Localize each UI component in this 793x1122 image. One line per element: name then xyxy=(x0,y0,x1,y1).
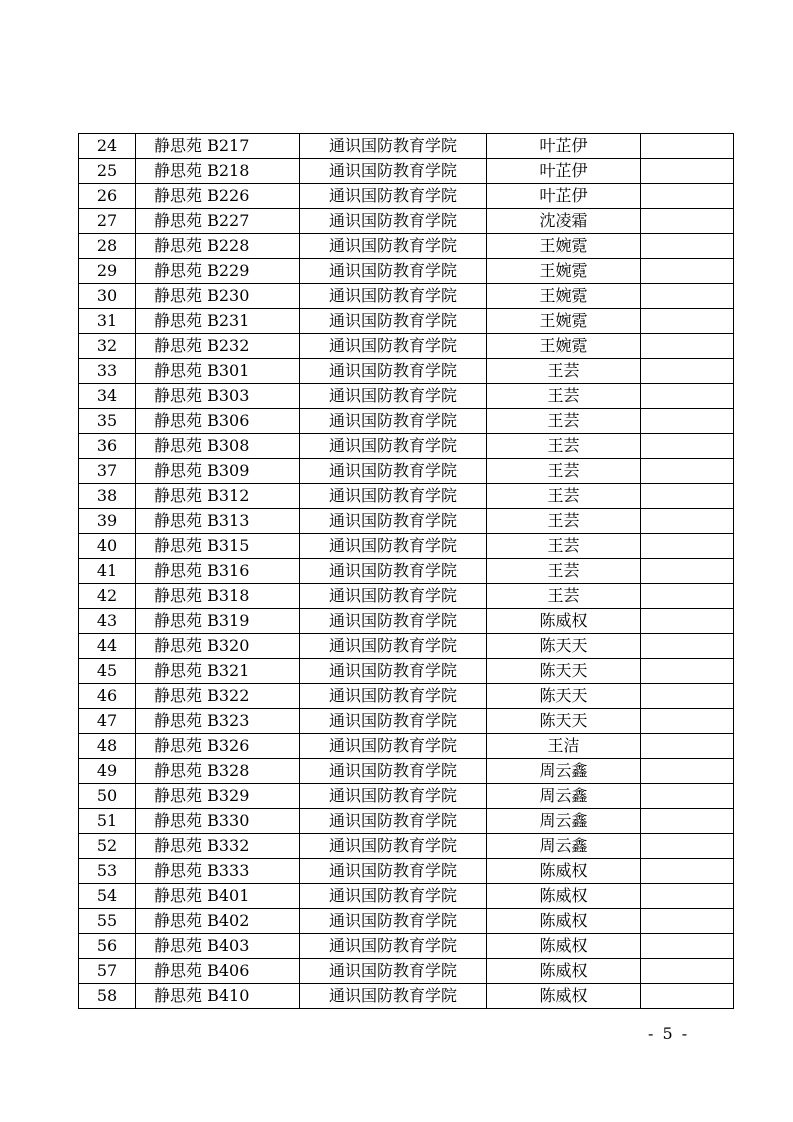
row-number-cell: 43 xyxy=(79,609,136,634)
row-number-cell: 41 xyxy=(79,559,136,584)
counselor-name-cell: 周云鑫 xyxy=(487,809,641,834)
note-cell xyxy=(641,509,734,534)
room-cell: 静思苑 B403 xyxy=(136,934,300,959)
table-row xyxy=(79,484,734,509)
room-cell: 静思苑 B226 xyxy=(136,184,300,209)
room-cell: 静思苑 B326 xyxy=(136,734,300,759)
note-cell xyxy=(641,234,734,259)
note-cell xyxy=(641,784,734,809)
counselor-name-cell: 王芸 xyxy=(487,484,641,509)
note-cell xyxy=(641,734,734,759)
college-cell: 通识国防教育学院 xyxy=(300,884,487,909)
counselor-name-cell: 陈威权 xyxy=(487,909,641,934)
table-row xyxy=(79,609,734,634)
note-cell xyxy=(641,659,734,684)
row-number-cell: 28 xyxy=(79,234,136,259)
college-cell: 通识国防教育学院 xyxy=(300,934,487,959)
row-number-cell: 46 xyxy=(79,684,136,709)
counselor-name-cell: 陈威权 xyxy=(487,934,641,959)
counselor-name-cell: 叶芷伊 xyxy=(487,134,641,159)
row-number-cell: 27 xyxy=(79,209,136,234)
note-cell xyxy=(641,334,734,359)
note-cell xyxy=(641,834,734,859)
college-cell: 通识国防教育学院 xyxy=(300,684,487,709)
note-cell xyxy=(641,809,734,834)
table-row xyxy=(79,934,734,959)
table-row xyxy=(79,184,734,209)
college-cell: 通识国防教育学院 xyxy=(300,909,487,934)
college-cell: 通识国防教育学院 xyxy=(300,234,487,259)
table-row xyxy=(79,784,734,809)
college-cell: 通识国防教育学院 xyxy=(300,984,487,1009)
room-cell: 静思苑 B402 xyxy=(136,909,300,934)
note-cell xyxy=(641,609,734,634)
counselor-name-cell: 陈天天 xyxy=(487,709,641,734)
note-cell xyxy=(641,584,734,609)
table-row xyxy=(79,509,734,534)
row-number-cell: 45 xyxy=(79,659,136,684)
counselor-name-cell: 王芸 xyxy=(487,459,641,484)
room-cell: 静思苑 B328 xyxy=(136,759,300,784)
room-cell: 静思苑 B228 xyxy=(136,234,300,259)
room-cell: 静思苑 B333 xyxy=(136,859,300,884)
room-cell: 静思苑 B332 xyxy=(136,834,300,859)
table-row xyxy=(79,534,734,559)
row-number-cell: 34 xyxy=(79,384,136,409)
row-number-cell: 51 xyxy=(79,809,136,834)
table-row xyxy=(79,384,734,409)
row-number-cell: 55 xyxy=(79,909,136,934)
row-number-cell: 40 xyxy=(79,534,136,559)
row-number-cell: 44 xyxy=(79,634,136,659)
note-cell xyxy=(641,934,734,959)
room-cell: 静思苑 B232 xyxy=(136,334,300,359)
note-cell xyxy=(641,634,734,659)
note-cell xyxy=(641,184,734,209)
counselor-name-cell: 叶芷伊 xyxy=(487,184,641,209)
counselor-name-cell: 王婉霓 xyxy=(487,334,641,359)
counselor-name-cell: 陈威权 xyxy=(487,984,641,1009)
note-cell xyxy=(641,559,734,584)
college-cell: 通识国防教育学院 xyxy=(300,159,487,184)
room-cell: 静思苑 B323 xyxy=(136,709,300,734)
counselor-name-cell: 王婉霓 xyxy=(487,309,641,334)
note-cell xyxy=(641,434,734,459)
counselor-name-cell: 周云鑫 xyxy=(487,834,641,859)
table-body xyxy=(79,134,734,1009)
college-cell: 通识国防教育学院 xyxy=(300,834,487,859)
room-cell: 静思苑 B309 xyxy=(136,459,300,484)
college-cell: 通识国防教育学院 xyxy=(300,709,487,734)
table-row xyxy=(79,359,734,384)
college-cell: 通识国防教育学院 xyxy=(300,809,487,834)
counselor-name-cell: 沈凌霜 xyxy=(487,209,641,234)
note-cell xyxy=(641,534,734,559)
counselor-name-cell: 王芸 xyxy=(487,584,641,609)
room-cell: 静思苑 B312 xyxy=(136,484,300,509)
room-cell: 静思苑 B320 xyxy=(136,634,300,659)
table-row xyxy=(79,734,734,759)
counselor-name-cell: 王芸 xyxy=(487,534,641,559)
counselor-name-cell: 王芸 xyxy=(487,384,641,409)
room-cell: 静思苑 B308 xyxy=(136,434,300,459)
college-cell: 通识国防教育学院 xyxy=(300,184,487,209)
row-number-cell: 29 xyxy=(79,259,136,284)
note-cell xyxy=(641,284,734,309)
college-cell: 通识国防教育学院 xyxy=(300,259,487,284)
table-row xyxy=(79,709,734,734)
row-number-cell: 31 xyxy=(79,309,136,334)
college-cell: 通识国防教育学院 xyxy=(300,584,487,609)
table-row xyxy=(79,334,734,359)
college-cell: 通识国防教育学院 xyxy=(300,384,487,409)
row-number-cell: 36 xyxy=(79,434,136,459)
row-number-cell: 47 xyxy=(79,709,136,734)
counselor-name-cell: 陈天天 xyxy=(487,684,641,709)
note-cell xyxy=(641,459,734,484)
counselor-name-cell: 陈天天 xyxy=(487,634,641,659)
row-number-cell: 38 xyxy=(79,484,136,509)
table-row xyxy=(79,909,734,934)
college-cell: 通识国防教育学院 xyxy=(300,759,487,784)
counselor-name-cell: 周云鑫 xyxy=(487,784,641,809)
college-cell: 通识国防教育学院 xyxy=(300,659,487,684)
row-number-cell: 58 xyxy=(79,984,136,1009)
note-cell xyxy=(641,309,734,334)
room-cell: 静思苑 B313 xyxy=(136,509,300,534)
room-cell: 静思苑 B319 xyxy=(136,609,300,634)
college-cell: 通识国防教育学院 xyxy=(300,609,487,634)
note-cell xyxy=(641,909,734,934)
note-cell xyxy=(641,984,734,1009)
row-number-cell: 24 xyxy=(79,134,136,159)
table-row xyxy=(79,959,734,984)
row-number-cell: 54 xyxy=(79,884,136,909)
note-cell xyxy=(641,259,734,284)
row-number-cell: 30 xyxy=(79,284,136,309)
note-cell xyxy=(641,484,734,509)
room-cell: 静思苑 B306 xyxy=(136,409,300,434)
note-cell xyxy=(641,959,734,984)
table-row xyxy=(79,309,734,334)
college-cell: 通识国防教育学院 xyxy=(300,409,487,434)
row-number-cell: 42 xyxy=(79,584,136,609)
table-row xyxy=(79,559,734,584)
college-cell: 通识国防教育学院 xyxy=(300,359,487,384)
table-row xyxy=(79,259,734,284)
counselor-name-cell: 叶芷伊 xyxy=(487,159,641,184)
table-row xyxy=(79,684,734,709)
counselor-name-cell: 陈威权 xyxy=(487,609,641,634)
row-number-cell: 50 xyxy=(79,784,136,809)
room-cell: 静思苑 B316 xyxy=(136,559,300,584)
counselor-name-cell: 王婉霓 xyxy=(487,234,641,259)
room-cell: 静思苑 B330 xyxy=(136,809,300,834)
table-row xyxy=(79,759,734,784)
table-row xyxy=(79,659,734,684)
note-cell xyxy=(641,159,734,184)
row-number-cell: 26 xyxy=(79,184,136,209)
counselor-name-cell: 周云鑫 xyxy=(487,759,641,784)
counselor-name-cell: 陈威权 xyxy=(487,859,641,884)
row-number-cell: 48 xyxy=(79,734,136,759)
counselor-name-cell: 陈威权 xyxy=(487,959,641,984)
table-row xyxy=(79,284,734,309)
college-cell: 通识国防教育学院 xyxy=(300,559,487,584)
college-cell: 通识国防教育学院 xyxy=(300,859,487,884)
note-cell xyxy=(641,134,734,159)
row-number-cell: 25 xyxy=(79,159,136,184)
note-cell xyxy=(641,384,734,409)
table-row xyxy=(79,234,734,259)
room-cell: 静思苑 B303 xyxy=(136,384,300,409)
row-number-cell: 53 xyxy=(79,859,136,884)
row-number-cell: 49 xyxy=(79,759,136,784)
table-row xyxy=(79,859,734,884)
college-cell: 通识国防教育学院 xyxy=(300,959,487,984)
table-row xyxy=(79,834,734,859)
college-cell: 通识国防教育学院 xyxy=(300,784,487,809)
note-cell xyxy=(641,884,734,909)
page-number: - 5 - xyxy=(648,1024,690,1043)
college-cell: 通识国防教育学院 xyxy=(300,309,487,334)
counselor-name-cell: 王芸 xyxy=(487,359,641,384)
row-number-cell: 39 xyxy=(79,509,136,534)
note-cell xyxy=(641,709,734,734)
table-row xyxy=(79,434,734,459)
row-number-cell: 57 xyxy=(79,959,136,984)
college-cell: 通识国防教育学院 xyxy=(300,334,487,359)
room-cell: 静思苑 B229 xyxy=(136,259,300,284)
college-cell: 通识国防教育学院 xyxy=(300,509,487,534)
college-cell: 通识国防教育学院 xyxy=(300,634,487,659)
room-cell: 静思苑 B230 xyxy=(136,284,300,309)
counselor-name-cell: 王婉霓 xyxy=(487,259,641,284)
table-row xyxy=(79,634,734,659)
row-number-cell: 32 xyxy=(79,334,136,359)
counselor-name-cell: 王洁 xyxy=(487,734,641,759)
counselor-name-cell: 王芸 xyxy=(487,559,641,584)
note-cell xyxy=(641,209,734,234)
room-cell: 静思苑 B401 xyxy=(136,884,300,909)
room-cell: 静思苑 B217 xyxy=(136,134,300,159)
counselor-name-cell: 王婉霓 xyxy=(487,284,641,309)
college-cell: 通识国防教育学院 xyxy=(300,484,487,509)
note-cell xyxy=(641,859,734,884)
college-cell: 通识国防教育学院 xyxy=(300,284,487,309)
counselor-name-cell: 陈威权 xyxy=(487,884,641,909)
room-cell: 静思苑 B406 xyxy=(136,959,300,984)
college-cell: 通识国防教育学院 xyxy=(300,734,487,759)
note-cell xyxy=(641,359,734,384)
college-cell: 通识国防教育学院 xyxy=(300,459,487,484)
row-number-cell: 37 xyxy=(79,459,136,484)
room-cell: 静思苑 B231 xyxy=(136,309,300,334)
counselor-name-cell: 王芸 xyxy=(487,409,641,434)
table-row xyxy=(79,134,734,159)
room-cell: 静思苑 B318 xyxy=(136,584,300,609)
counselor-name-cell: 王芸 xyxy=(487,509,641,534)
college-cell: 通识国防教育学院 xyxy=(300,134,487,159)
row-number-cell: 56 xyxy=(79,934,136,959)
counselor-name-cell: 陈天天 xyxy=(487,659,641,684)
table-row xyxy=(79,459,734,484)
room-cell: 静思苑 B321 xyxy=(136,659,300,684)
row-number-cell: 35 xyxy=(79,409,136,434)
row-number-cell: 33 xyxy=(79,359,136,384)
room-cell: 静思苑 B315 xyxy=(136,534,300,559)
table-row xyxy=(79,159,734,184)
table-row xyxy=(79,409,734,434)
note-cell xyxy=(641,759,734,784)
note-cell xyxy=(641,684,734,709)
room-cell: 静思苑 B218 xyxy=(136,159,300,184)
room-cell: 静思苑 B329 xyxy=(136,784,300,809)
college-cell: 通识国防教育学院 xyxy=(300,534,487,559)
note-cell xyxy=(641,409,734,434)
college-cell: 通识国防教育学院 xyxy=(300,434,487,459)
room-cell: 静思苑 B322 xyxy=(136,684,300,709)
dormitory-table xyxy=(78,133,734,1009)
room-cell: 静思苑 B227 xyxy=(136,209,300,234)
row-number-cell: 52 xyxy=(79,834,136,859)
college-cell: 通识国防教育学院 xyxy=(300,209,487,234)
table-row xyxy=(79,884,734,909)
table-row xyxy=(79,809,734,834)
counselor-name-cell: 王芸 xyxy=(487,434,641,459)
room-cell: 静思苑 B301 xyxy=(136,359,300,384)
table-row xyxy=(79,984,734,1009)
table-row xyxy=(79,209,734,234)
table-row xyxy=(79,584,734,609)
room-cell: 静思苑 B410 xyxy=(136,984,300,1009)
